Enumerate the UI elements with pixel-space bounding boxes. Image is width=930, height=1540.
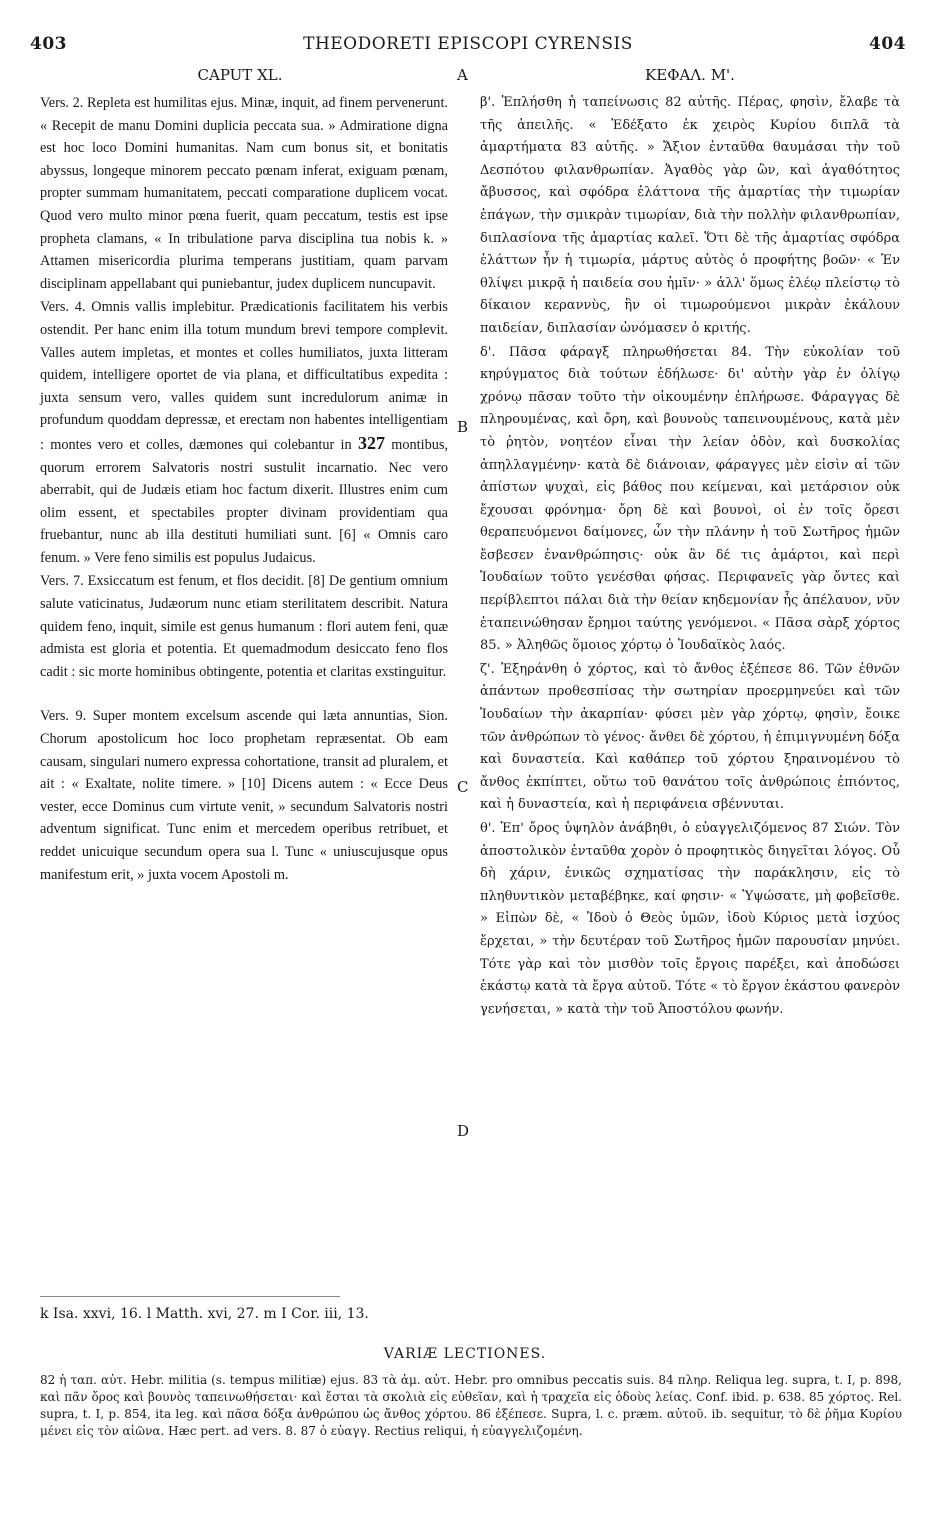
- margin-marker-c: C: [457, 778, 469, 796]
- greek-paragraph-vers-9: θ'. Ἐπ' ὄρος ὑψηλὸν ἀνάβηθι, ὁ εὐαγγελιζόμενος 87 Σιών. Τὸν ἀποστολικὸν ἐνταῦθα χορὸν ὁ προφητικὸς διηγεῖται λόγος. Οὗ δὴ χάριν, ἑνικῶς σχηματίσας τὴν παράκλησιν, εἰς τὸ πληθυντικὸν μεταβέβηκε, καί φησιν· « Ὑψώσατε, μὴ φοβεῖσθε. » Εἰπὼν δὲ, « Ἰδοὺ ὁ Θεὸς ὑμῶν, ἰδοὺ Κύριος μετὰ ἰσχύος ἔρχεται, » τὴν δευτέραν τοῦ Σωτῆρος ἡμῶν παρουσίαν μηνύει. Τότε γὰρ καὶ τὸν μισθὸν τοῖς ἔργοις παρέξει, καὶ ἀποδώσει ἑκάστῳ κατὰ τὰ ἔργα αὐτοῦ. Τότε « τὸ ἔργον ἑκάστου φανερὸν γενήσεται, » κατὰ τὴν τοῦ Ἀποστόλου φωνήν.: [480, 821, 900, 1017]
- variae-lectiones-text: 82 ἡ ταπ. αὐτ. Hebr. militia (s. tempus militiæ) ejus. 83 τὰ ἁμ. αὐτ. Hebr. pro omnibus peccatis suis. 84 πληρ. Reliqua leg. supra, t. I, p. 898, καὶ πᾶν ὄρος καὶ βουνὸς ταπεινωθήσεται· καὶ ἔσται τὰ σκολιὰ εἰς εὐθεῖαν, καὶ ἡ τραχεῖα εἰς ὁδοὺς λείας. Conf. ibid. p. 638. 85 χόρτος. Rel. supra, t. I, p. 854, ita leg. καὶ πᾶσα δόξα ἀνθρώπου ὡς ἄνθος χόρτου. 86 ἐξέπεσε. Supra, l. c. præm. αὐτοῦ. ib. sequitur, τὸ δὲ ῥῆμα Κυρίου μένει εἰς τὸν αἰῶνα. Hæc pert. ad vers. 8. 87 ὁ εὐαγγ. Rectius reliqui, ἡ εὐαγγελιζομένη.: [40, 1373, 902, 1438]
- greek-chapter-heading: ΚΕΦΑΛ. Μ'.: [645, 66, 735, 84]
- variae-lectiones-heading: VARIÆ LECTIONES.: [383, 1346, 547, 1362]
- margin-marker-a: A: [457, 66, 468, 84]
- running-title: THEODORETI EPISCOPI CYRENSIS: [303, 34, 633, 54]
- latin-paragraph-vers-2: Vers. 2. Repleta est humilitas ejus. Minæ, inquit, ad finem pervenerunt. « Recepit de manu Domini duplicia peccata sua. » Admiratione digna est hoc loco Domini humanitas. Nam cum bonus sit, et bonitatis abyssus, longeque minorem peccato pœnam inferat, exiguam pœnam, propter summam humanitatem, peccati comparatione duplicem vocat. Quod vero multo minor pœna fuerit, quam peccatum, testis est ipse propheta clamans, « In tribulatione parva disciplina tua nobis k. » Attamen misericordia plurima temperans justitiam, quam parvam disciplinam appellabant qui puniebantur, judex duplicem nuncupavit.: [40, 95, 448, 292]
- footnote-divider: [40, 1296, 340, 1297]
- greek-paragraph-vers-2: β'. Ἐπλήσθη ἡ ταπείνωσις 82 αὐτῆς. Πέρας, φησὶν, ἔλαβε τὰ τῆς ἀπειλῆς. « Ἐδέξατο ἐκ χειρὸς Κυρίου διπλᾶ τὰ ἁμαρτήματα 83 αὐτῆς. » Ἄξιον ἐνταῦθα θαυμάσαι τὴν τοῦ Δεσπότου φιλανθρωπίαν. Ἀγαθὸς γὰρ ὢν, καὶ ἀγαθότητος ἄβυσσος, καὶ σφόδρα ἐλάττονα τῆς ἁμαρτίας τὴν τιμωρίαν ἐπάγων, τὴν σμικρὰν τιμωρίαν, διὰ τὴν πολλὴν φιλανθρωπίαν, διπλασίονα τῆς ἁμαρτίας καλεῖ. Ὅτι δὲ τῆς ἁμαρτίας σφόδρα ἐλάττων ἦν ἡ τιμωρία, μάρτυς αὐτὸς ὁ προφήτης βοῶν· « Ἐν θλίψει μικρᾷ ἡ παιδεία σου ἡμῖν· » ἀλλ' ὅμως ἐλέῳ πλείστῳ τὸ δίκαιον κεραννὺς, ἣν οἱ τιμωρούμενοι μικρὰν ἐκάλουν παιδείαν, διπλασίαν ὠνόμασεν ὁ κριτής.: [480, 95, 900, 336]
- latin-vers-4-text-a: Vers. 4. Omnis vallis implebitur. Prædicationis facilitatem his verbis ostendit. Per hanc enim illa totum mundum brevi tempore complevit. Valles autem impletas, et montes et colles humiliatos, juxta litteram quidem, intelligere oportet de via plana, et difficultatibus expedita : juxta sensum vero, valles quidem sunt incredulorum animæ in profundum quoddam depressæ, et erectam non habentes intelligentiam : montes vero et colles, dæmones qui colebantur in: [40, 299, 448, 453]
- latin-chapter-heading: CAPUT XL.: [197, 66, 283, 84]
- latin-paragraph-vers-9: Vers. 9. Super montem excelsum ascende qui læta annuntias, Sion. Chorum apostolicum hoc loco prophetam repræsentat. Ob eam causam, singulari numero expressa cohortatione, transit ad pluralem, et ait : « Exaltate, nolite timere. » [10] Dicens autem : « Ecce Deus vester, ecce Dominus cum virtute venit, » secundum Salvatoris nostri adventum significat. Tunc enim et mercedem operibus retribuet, et reddet unicuique secundum opera sua l. Tunc « uniuscujusque opus manifestum erit, » juxta vocem Apostoli m.: [40, 708, 448, 883]
- margin-marker-b: B: [457, 418, 469, 436]
- page-number-right: 404: [869, 34, 906, 54]
- greek-column: [480, 92, 900, 1021]
- greek-paragraph-vers-7: ζ'. Ἐξηράνθη ὁ χόρτος, καὶ τὸ ἄνθος ἐξέπεσε 86. Τῶν ἐθνῶν ἁπάντων προθεσπίσας τὴν σωτηρίαν προερμηνεύει καὶ τῶν Ἰουδαίων τὴν ἀκαρπίαν· φύσει μὲν γὰρ χόρτῳ, φησὶν, ἔοικε τῶν ἀνθρώπων τὸ γένος· ἄνθει δὲ χόρτου, ἡ ἐπιμιγνυμένη δόξα καὶ δυναστεία. Καὶ καθάπερ τοῦ χόρτου ξηραινομένου τὸ ἄνθος ἐκπίπτει, οὕτω τοῦ θανάτου τοῖς ἀνθρώποις ἐπιόντος, καὶ ἡ δυναστεία, καὶ ἡ περιφάνεια σβέννυται.: [480, 661, 900, 813]
- running-header: [30, 34, 906, 60]
- latin-paragraph-vers-4: [40, 296, 448, 569]
- latin-column: [40, 92, 448, 886]
- greek-paragraph-vers-4: δ'. Πᾶσα φάραγξ πληρωθήσεται 84. Τὴν εὐκολίαν τοῦ κηρύγματος διὰ τούτων ἐδήλωσε· δι' αὐτὴν γὰρ ἐν ὀλίγῳ χρόνῳ πᾶσαν τοῦτο τὴν οἰκουμένην ἐπλήρωσε. Φάραγγας δὲ πληρουμένας, καὶ ὄρη, καὶ βουνοὺς ταπεινουμένους, κατὰ μὲν τὸ ῥητὸν, νοητέον εἶναι τὴν λείαν ὁδὸν, καὶ δυσκολίας ἀπηλλαγμένην· κατὰ δὲ διάνοιαν, φάραγγες μὲν εἰσὶν αἱ τῶν ἀπίστων ψυχαὶ, εἰς βάθος που κείμεναι, καὶ μετάρσιον οὐκ ἔχουσαι φρόνημα· ὄρη δὲ καὶ βουνοὶ, οἱ ἐν τοῖς ὄρεσι θεραπευόμενοι δαίμονες, ὧν τὴν πλάνην ἡ τοῦ Σωτῆρος ἡμῶν ἔσβεσεν ἐνανθρώπησις· οὐκ ἂν δέ τις ἁμάρτοι, καὶ περὶ Ἰουδαίων τοῦτο γενέσθαι φήσας. Περιφανεῖς γὰρ ὄντες καὶ περίβλεπτοι πάλαι διὰ τὴν θείαν κηδεμονίαν ἧς ἀπέλαυον, νῦν ἐταπεινώθησαν ἔρημοι ταύτης γενόμενοι. « Πᾶσα σὰρξ χόρτος 85. » Ἀληθῶς ὅμοιος χόρτῳ ὁ Ἰουδαϊκὸς λαός.: [480, 344, 900, 654]
- column-number: 327: [357, 432, 385, 453]
- variae-lectiones: [40, 1372, 902, 1440]
- margin-marker-d: D: [457, 1122, 470, 1140]
- latin-paragraph-vers-7: Vers. 7. Exsiccatum est fenum, et flos decidit. [8] De gentium omnium salute vaticinatus, Judæorum nunc etiam sterilitatem describit. Natura quidem feno, inquit, simile est genus humanum : flori autem feni, quæ admista est gloria et potentia. Et quemadmodum desiccato feno flos cadit : sic morte hominibus obtingente, potentia et claritas exstinguitur.: [40, 573, 448, 680]
- page-number-left: 403: [30, 34, 67, 54]
- footnotes: k Isa. xxvi, 16. l Matth. xvi, 27. m I Cor. iii, 13.: [40, 1306, 369, 1322]
- latin-vers-4-text-b: montibus, quorum errorem Salvatoris nostri sustulit incarnatio. Nec vero aberrabit, qui de Judæis etiam hoc factum dixerit. Illustres enim cum olim essent, et spectabiles propter divinam providentiam qua fruebantur, nunc ab illa destituti humiliati sunt. [6] « Omnis caro fenum. » Vere feno similis est populus Judaicus.: [40, 436, 449, 566]
